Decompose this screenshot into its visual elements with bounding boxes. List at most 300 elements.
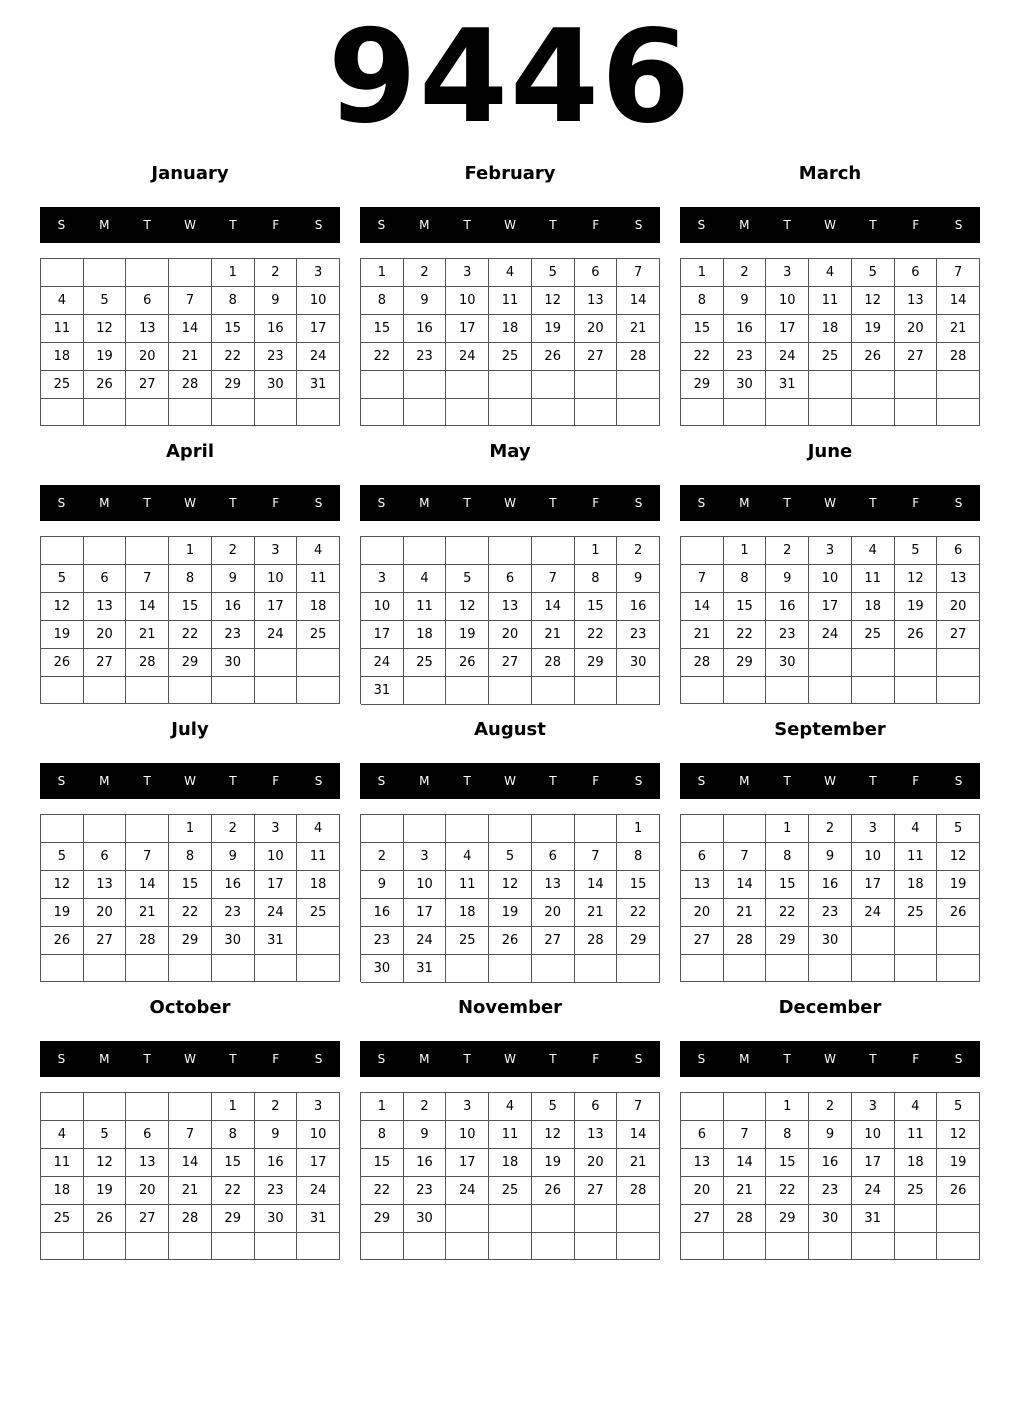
weekday-label: F	[592, 774, 600, 788]
day-cell: 13	[532, 871, 575, 899]
day-cell: 17	[766, 315, 809, 343]
empty-day-cell	[809, 371, 852, 399]
weekday-label: W	[184, 496, 196, 510]
day-cell: 25	[404, 649, 447, 677]
month-july	[40, 718, 340, 980]
day-cell: 29	[212, 371, 255, 399]
day-cell: 18	[895, 1149, 938, 1177]
day-cell: 8	[681, 287, 724, 315]
empty-day-cell	[84, 1093, 127, 1121]
day-cell: 25	[41, 1205, 84, 1233]
day-cell: 12	[852, 287, 895, 315]
day-cell: 3	[766, 259, 809, 287]
empty-day-cell	[212, 955, 255, 982]
day-cell: 29	[361, 1205, 404, 1233]
weekday-header	[680, 207, 980, 243]
day-cell: 22	[361, 343, 404, 371]
day-cell: 28	[617, 343, 660, 371]
weekday-label: F	[272, 1052, 280, 1066]
day-cell: 9	[809, 1121, 852, 1149]
empty-day-cell	[489, 677, 532, 705]
day-cell: 10	[766, 287, 809, 315]
day-cell: 29	[617, 927, 660, 955]
day-cell: 29	[766, 1205, 809, 1233]
day-grid	[40, 258, 340, 426]
day-cell: 22	[212, 343, 255, 371]
day-cell: 17	[255, 871, 298, 899]
day-cell: 9	[766, 565, 809, 593]
empty-day-cell	[681, 955, 724, 982]
weekday-label: T	[463, 774, 471, 788]
day-cell: 8	[617, 843, 660, 871]
day-cell: 9	[404, 1121, 447, 1149]
empty-day-cell	[575, 371, 618, 399]
day-cell: 13	[895, 287, 938, 315]
weekday-label: T	[143, 1052, 151, 1066]
day-cell: 10	[852, 1121, 895, 1149]
weekday-label: S	[314, 1052, 323, 1066]
day-cell: 4	[895, 815, 938, 843]
day-cell: 7	[617, 1093, 660, 1121]
day-cell: 18	[489, 1149, 532, 1177]
day-cell: 19	[41, 899, 84, 927]
day-cell: 25	[489, 1177, 532, 1205]
day-cell: 11	[489, 1121, 532, 1149]
day-cell: 9	[255, 287, 298, 315]
day-cell: 12	[532, 1121, 575, 1149]
day-cell: 13	[681, 1149, 724, 1177]
weekday-label: T	[229, 218, 237, 232]
weekday-label: M	[419, 774, 430, 788]
day-cell: 1	[169, 537, 212, 565]
day-cell: 8	[361, 1121, 404, 1149]
day-cell: 10	[404, 871, 447, 899]
empty-day-cell	[255, 399, 298, 426]
day-cell: 27	[489, 649, 532, 677]
weekday-label: M	[419, 1052, 430, 1066]
weekday-label: S	[954, 774, 963, 788]
day-cell: 7	[169, 287, 212, 315]
day-cell: 20	[575, 1149, 618, 1177]
day-cell: 1	[361, 259, 404, 287]
empty-day-cell	[169, 1233, 212, 1260]
empty-day-cell	[895, 371, 938, 399]
day-cell: 3	[255, 537, 298, 565]
empty-day-cell	[809, 649, 852, 677]
day-grid	[680, 1092, 980, 1260]
weekday-header	[360, 485, 660, 521]
empty-day-cell	[41, 259, 84, 287]
empty-day-cell	[255, 677, 298, 704]
day-cell: 9	[255, 1121, 298, 1149]
day-cell: 16	[404, 1149, 447, 1177]
day-cell: 26	[84, 1205, 127, 1233]
day-cell: 2	[255, 259, 298, 287]
day-cell: 30	[724, 371, 767, 399]
empty-day-cell	[852, 371, 895, 399]
day-cell: 16	[766, 593, 809, 621]
day-cell: 18	[446, 899, 489, 927]
day-cell: 26	[852, 343, 895, 371]
day-cell: 20	[895, 315, 938, 343]
empty-day-cell	[852, 649, 895, 677]
day-cell: 19	[446, 621, 489, 649]
empty-day-cell	[255, 955, 298, 982]
day-cell: 18	[809, 315, 852, 343]
empty-day-cell	[41, 955, 84, 982]
month-name: January	[151, 163, 229, 184]
weekday-label: T	[229, 496, 237, 510]
day-cell: 19	[84, 343, 127, 371]
day-cell: 6	[126, 287, 169, 315]
day-cell: 11	[852, 565, 895, 593]
day-cell: 16	[255, 315, 298, 343]
day-cell: 29	[681, 371, 724, 399]
day-cell: 1	[617, 815, 660, 843]
empty-day-cell	[937, 677, 980, 704]
day-cell: 20	[126, 343, 169, 371]
empty-day-cell	[126, 677, 169, 704]
empty-day-cell	[724, 677, 767, 704]
day-cell: 3	[852, 815, 895, 843]
day-cell: 5	[937, 815, 980, 843]
year-title: 9446	[327, 3, 693, 152]
day-cell: 14	[169, 1149, 212, 1177]
weekday-label: T	[549, 1052, 557, 1066]
day-cell: 13	[575, 287, 618, 315]
day-cell: 14	[169, 315, 212, 343]
day-cell: 8	[169, 843, 212, 871]
day-cell: 19	[937, 1149, 980, 1177]
day-cell: 8	[575, 565, 618, 593]
day-grid	[360, 536, 660, 704]
weekday-label: M	[99, 496, 110, 510]
day-cell: 24	[852, 899, 895, 927]
day-cell: 23	[404, 1177, 447, 1205]
day-cell: 2	[617, 537, 660, 565]
empty-day-cell	[532, 399, 575, 427]
day-cell: 23	[212, 621, 255, 649]
day-cell: 19	[489, 899, 532, 927]
day-cell: 18	[297, 593, 340, 621]
day-cell: 1	[212, 259, 255, 287]
day-cell: 21	[169, 343, 212, 371]
month-name: December	[778, 997, 882, 1018]
weekday-label: F	[592, 496, 600, 510]
weekday-label: T	[463, 1052, 471, 1066]
day-cell: 21	[937, 315, 980, 343]
empty-day-cell	[489, 537, 532, 565]
day-cell: 27	[126, 1205, 169, 1233]
day-cell: 12	[895, 565, 938, 593]
day-cell: 18	[852, 593, 895, 621]
day-cell: 20	[84, 621, 127, 649]
day-cell: 12	[41, 871, 84, 899]
day-cell: 6	[532, 843, 575, 871]
empty-day-cell	[766, 955, 809, 982]
empty-day-cell	[41, 677, 84, 704]
empty-day-cell	[575, 1233, 618, 1260]
empty-day-cell	[895, 955, 938, 982]
empty-day-cell	[809, 399, 852, 426]
day-cell: 6	[126, 1121, 169, 1149]
weekday-label: F	[272, 496, 280, 510]
weekday-label: M	[99, 1052, 110, 1066]
month-december	[680, 996, 980, 1258]
day-cell: 4	[489, 1093, 532, 1121]
month-name: November	[457, 997, 563, 1018]
day-cell: 17	[255, 593, 298, 621]
weekday-label: T	[463, 496, 471, 510]
empty-day-cell	[895, 1233, 938, 1260]
day-cell: 4	[895, 1093, 938, 1121]
day-cell: 31	[852, 1205, 895, 1233]
day-cell: 30	[212, 649, 255, 677]
day-cell: 17	[809, 593, 852, 621]
empty-day-cell	[681, 1093, 724, 1121]
day-cell: 26	[937, 899, 980, 927]
day-cell: 5	[489, 843, 532, 871]
day-cell: 27	[84, 649, 127, 677]
day-cell: 16	[724, 315, 767, 343]
day-cell: 22	[169, 899, 212, 927]
day-cell: 3	[297, 1093, 340, 1121]
day-cell: 30	[255, 371, 298, 399]
day-cell: 27	[532, 927, 575, 955]
empty-day-cell	[361, 371, 404, 399]
day-cell: 17	[297, 1149, 340, 1177]
day-cell: 15	[766, 1149, 809, 1177]
day-cell: 27	[681, 1205, 724, 1233]
day-cell: 13	[84, 871, 127, 899]
day-cell: 23	[255, 1177, 298, 1205]
day-cell: 15	[169, 593, 212, 621]
empty-day-cell	[489, 1233, 532, 1260]
day-cell: 9	[809, 843, 852, 871]
day-cell: 17	[852, 871, 895, 899]
day-cell: 31	[297, 1205, 340, 1233]
day-cell: 3	[297, 259, 340, 287]
empty-day-cell	[84, 1233, 127, 1260]
weekday-header	[40, 207, 340, 243]
day-cell: 10	[255, 565, 298, 593]
empty-day-cell	[937, 955, 980, 982]
empty-day-cell	[575, 399, 618, 427]
day-cell: 9	[404, 287, 447, 315]
weekday-label: S	[954, 1052, 963, 1066]
empty-day-cell	[532, 815, 575, 843]
day-cell: 8	[724, 565, 767, 593]
empty-day-cell	[446, 371, 489, 399]
day-cell: 23	[724, 343, 767, 371]
day-cell: 21	[617, 1149, 660, 1177]
weekday-label: T	[869, 218, 877, 232]
empty-day-cell	[126, 399, 169, 426]
empty-day-cell	[84, 399, 127, 426]
weekday-label: S	[634, 774, 643, 788]
weekday-label: T	[549, 774, 557, 788]
day-cell: 5	[852, 259, 895, 287]
empty-day-cell	[937, 1205, 980, 1233]
day-cell: 13	[681, 871, 724, 899]
weekday-label: S	[57, 774, 66, 788]
day-cell: 23	[617, 621, 660, 649]
empty-day-cell	[532, 1233, 575, 1260]
day-cell: 14	[724, 1149, 767, 1177]
day-cell: 20	[84, 899, 127, 927]
month-name: February	[464, 163, 556, 184]
day-cell: 20	[489, 621, 532, 649]
empty-day-cell	[575, 677, 618, 705]
day-cell: 29	[724, 649, 767, 677]
weekday-label: F	[912, 218, 920, 232]
day-cell: 31	[255, 927, 298, 955]
weekday-label: M	[739, 496, 750, 510]
weekday-label: F	[592, 1052, 600, 1066]
day-cell: 9	[361, 871, 404, 899]
empty-day-cell	[297, 677, 340, 704]
day-cell: 24	[404, 927, 447, 955]
day-cell: 24	[361, 649, 404, 677]
empty-day-cell	[937, 649, 980, 677]
day-cell: 15	[361, 1149, 404, 1177]
weekday-label: F	[592, 218, 600, 232]
empty-day-cell	[489, 955, 532, 983]
day-cell: 14	[937, 287, 980, 315]
weekday-header	[40, 763, 340, 799]
weekday-label: T	[229, 1052, 237, 1066]
empty-day-cell	[84, 815, 127, 843]
day-cell: 14	[575, 871, 618, 899]
day-cell: 10	[297, 287, 340, 315]
day-cell: 11	[809, 287, 852, 315]
empty-day-cell	[41, 399, 84, 426]
day-cell: 2	[809, 815, 852, 843]
empty-day-cell	[489, 371, 532, 399]
day-cell: 29	[169, 649, 212, 677]
day-cell: 31	[404, 955, 447, 983]
day-cell: 4	[489, 259, 532, 287]
day-cell: 16	[255, 1149, 298, 1177]
day-cell: 25	[41, 371, 84, 399]
day-cell: 28	[169, 1205, 212, 1233]
weekday-label: W	[184, 218, 196, 232]
weekday-label: W	[504, 218, 516, 232]
day-cell: 27	[937, 621, 980, 649]
empty-day-cell	[126, 955, 169, 982]
empty-day-cell	[617, 955, 660, 983]
month-name: August	[474, 719, 546, 740]
empty-day-cell	[489, 815, 532, 843]
empty-day-cell	[681, 399, 724, 426]
day-cell: 1	[681, 259, 724, 287]
day-grid	[360, 814, 660, 982]
day-grid	[680, 536, 980, 704]
empty-day-cell	[446, 815, 489, 843]
day-cell: 28	[724, 1205, 767, 1233]
empty-day-cell	[617, 1233, 660, 1260]
empty-day-cell	[361, 537, 404, 565]
weekday-label: S	[314, 496, 323, 510]
weekday-label: T	[783, 1052, 791, 1066]
empty-day-cell	[575, 955, 618, 983]
day-cell: 24	[297, 1177, 340, 1205]
day-cell: 29	[212, 1205, 255, 1233]
month-name: May	[489, 441, 531, 462]
day-grid	[680, 258, 980, 426]
day-cell: 16	[212, 871, 255, 899]
empty-day-cell	[852, 677, 895, 704]
day-cell: 18	[41, 343, 84, 371]
day-cell: 15	[681, 315, 724, 343]
day-cell: 27	[681, 927, 724, 955]
day-cell: 19	[532, 315, 575, 343]
day-cell: 3	[255, 815, 298, 843]
day-cell: 10	[852, 843, 895, 871]
day-cell: 21	[575, 899, 618, 927]
day-cell: 20	[532, 899, 575, 927]
day-cell: 21	[724, 899, 767, 927]
day-cell: 7	[126, 565, 169, 593]
empty-day-cell	[575, 1205, 618, 1233]
day-cell: 1	[766, 1093, 809, 1121]
day-cell: 5	[84, 287, 127, 315]
empty-day-cell	[681, 1233, 724, 1260]
weekday-label: S	[377, 1052, 386, 1066]
weekday-label: M	[99, 774, 110, 788]
day-cell: 5	[532, 1093, 575, 1121]
day-cell: 15	[724, 593, 767, 621]
weekday-label: S	[697, 774, 706, 788]
day-cell: 22	[361, 1177, 404, 1205]
day-cell: 16	[404, 315, 447, 343]
weekday-label: T	[463, 218, 471, 232]
day-grid	[40, 536, 340, 704]
day-cell: 27	[575, 1177, 618, 1205]
weekday-header	[680, 485, 980, 521]
day-cell: 2	[255, 1093, 298, 1121]
weekday-label: W	[824, 774, 836, 788]
day-cell: 22	[575, 621, 618, 649]
day-cell: 26	[41, 927, 84, 955]
day-grid	[40, 814, 340, 982]
weekday-label: S	[697, 496, 706, 510]
empty-day-cell	[41, 1233, 84, 1260]
day-cell: 3	[446, 1093, 489, 1121]
day-cell: 14	[681, 593, 724, 621]
day-cell: 12	[489, 871, 532, 899]
day-cell: 25	[809, 343, 852, 371]
empty-day-cell	[446, 1205, 489, 1233]
empty-day-cell	[404, 399, 447, 427]
day-cell: 2	[361, 843, 404, 871]
day-cell: 24	[255, 899, 298, 927]
month-name: June	[807, 441, 853, 462]
weekday-label: W	[504, 496, 516, 510]
month-november	[360, 996, 660, 1258]
day-cell: 9	[617, 565, 660, 593]
day-cell: 21	[169, 1177, 212, 1205]
day-cell: 22	[766, 1177, 809, 1205]
month-name: April	[165, 441, 215, 462]
day-cell: 16	[361, 899, 404, 927]
month-january	[40, 162, 340, 424]
day-cell: 25	[297, 899, 340, 927]
weekday-label: F	[272, 218, 280, 232]
day-cell: 17	[852, 1149, 895, 1177]
day-cell: 14	[617, 287, 660, 315]
day-cell: 22	[724, 621, 767, 649]
